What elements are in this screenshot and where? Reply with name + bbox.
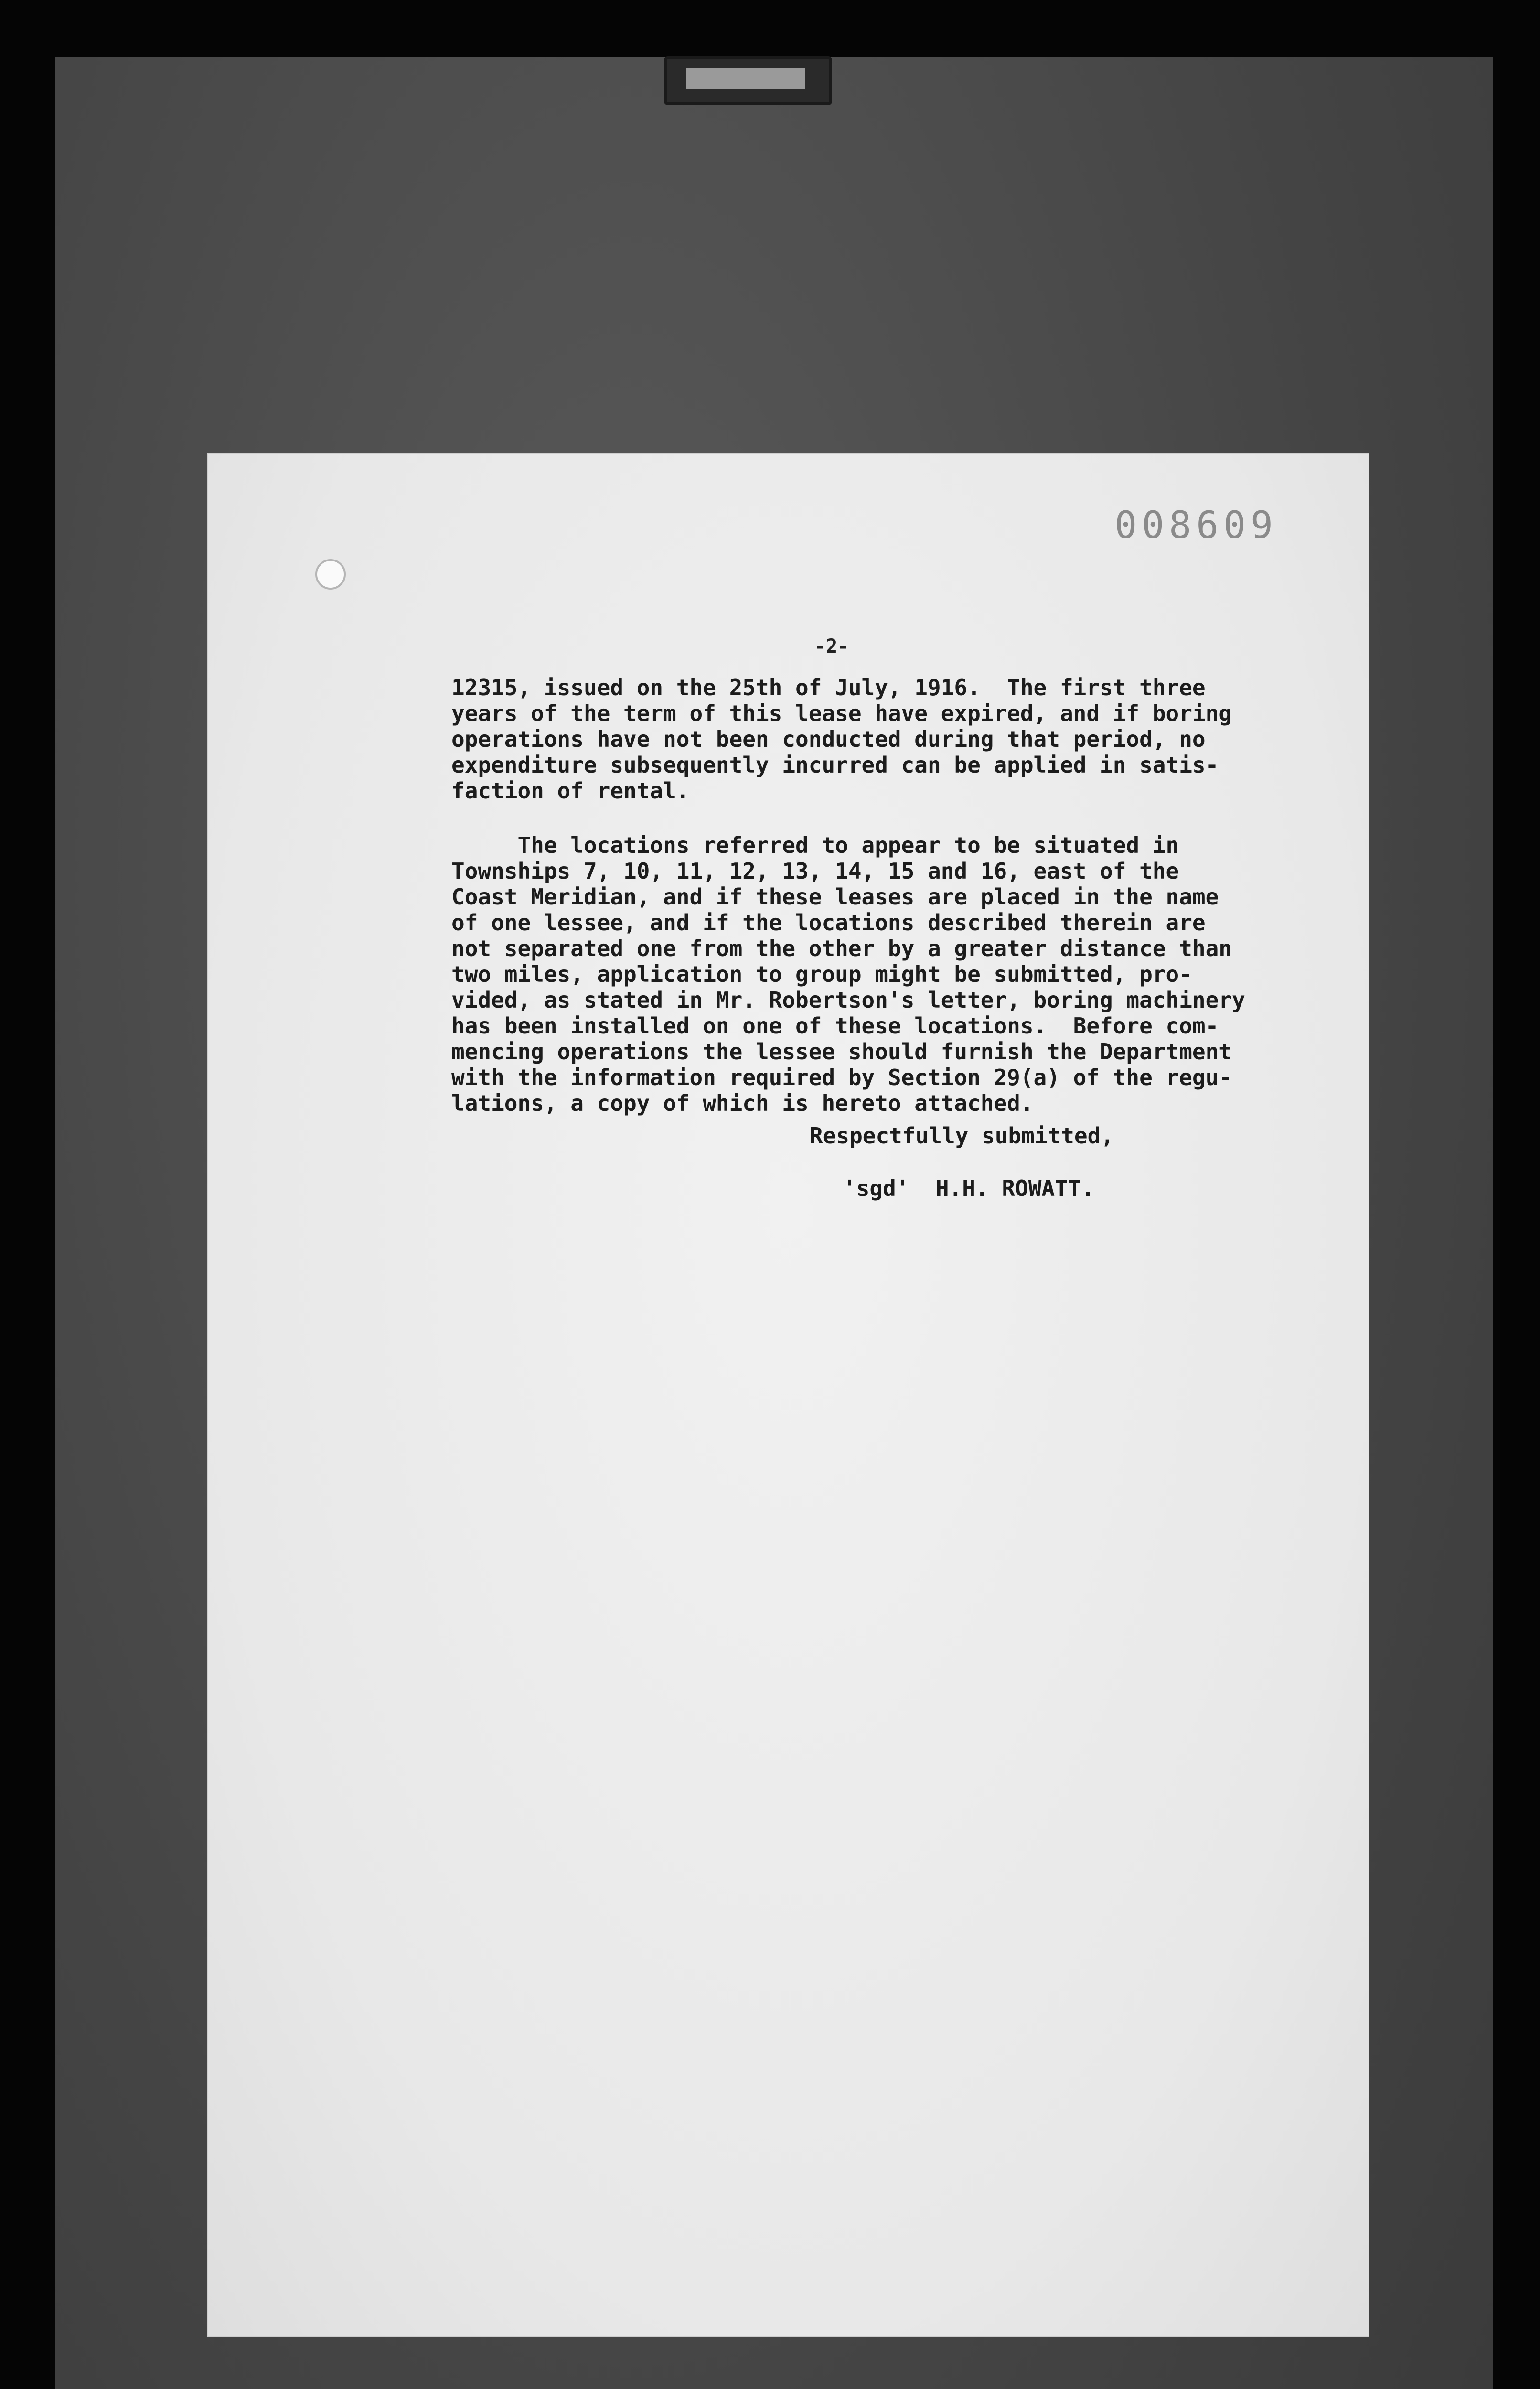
text-line: operations have not been conducted during that period, no <box>451 726 1206 752</box>
text-line: Townships 7, 10, 11, 12, 13, 14, 15 and 16, east of the <box>451 858 1179 884</box>
paragraph-2 <box>451 832 1321 1116</box>
closing-line: Respectfully submitted, <box>810 1123 1114 1149</box>
document-number: 008609 <box>1114 504 1278 547</box>
binder-clip-plate <box>686 68 805 89</box>
binder-clip <box>664 56 832 105</box>
text-line: expenditure subsequently incurred can be applied in satis- <box>451 752 1219 778</box>
text-line: years of the term of this lease have expired, and if boring <box>451 700 1232 726</box>
signature-line: 'sgd' H.H. ROWATT. <box>843 1175 1095 1201</box>
text-line: faction of rental. <box>451 778 690 804</box>
letter-body <box>451 675 1321 1116</box>
text-line: The locations referred to appear to be situated in <box>451 832 1179 858</box>
document-page <box>208 454 1369 2336</box>
text-line: has been installed on one of these locations. Before com- <box>451 1013 1219 1039</box>
text-line: lations, a copy of which is hereto attached. <box>451 1090 1034 1116</box>
paragraph-1 <box>451 675 1321 804</box>
text-line: mencing operations the lessee should furnish the Department <box>451 1039 1232 1065</box>
punch-hole <box>315 559 346 590</box>
text-line: of one lessee, and if the locations described therein are <box>451 910 1206 936</box>
text-line: Coast Meridian, and if these leases are placed in the name <box>451 884 1219 910</box>
text-line: vided, as stated in Mr. Robertson's letter, boring machinery <box>451 987 1245 1013</box>
text-line: 12315, issued on the 25th of July, 1916. The first three <box>451 675 1206 700</box>
page-marker: -2- <box>814 635 849 657</box>
text-line: two miles, application to group might be submitted, pro- <box>451 961 1192 987</box>
text-line: not separated one from the other by a greater distance than <box>451 936 1232 961</box>
text-line: with the information required by Section 29(a) of the regu- <box>451 1065 1232 1090</box>
